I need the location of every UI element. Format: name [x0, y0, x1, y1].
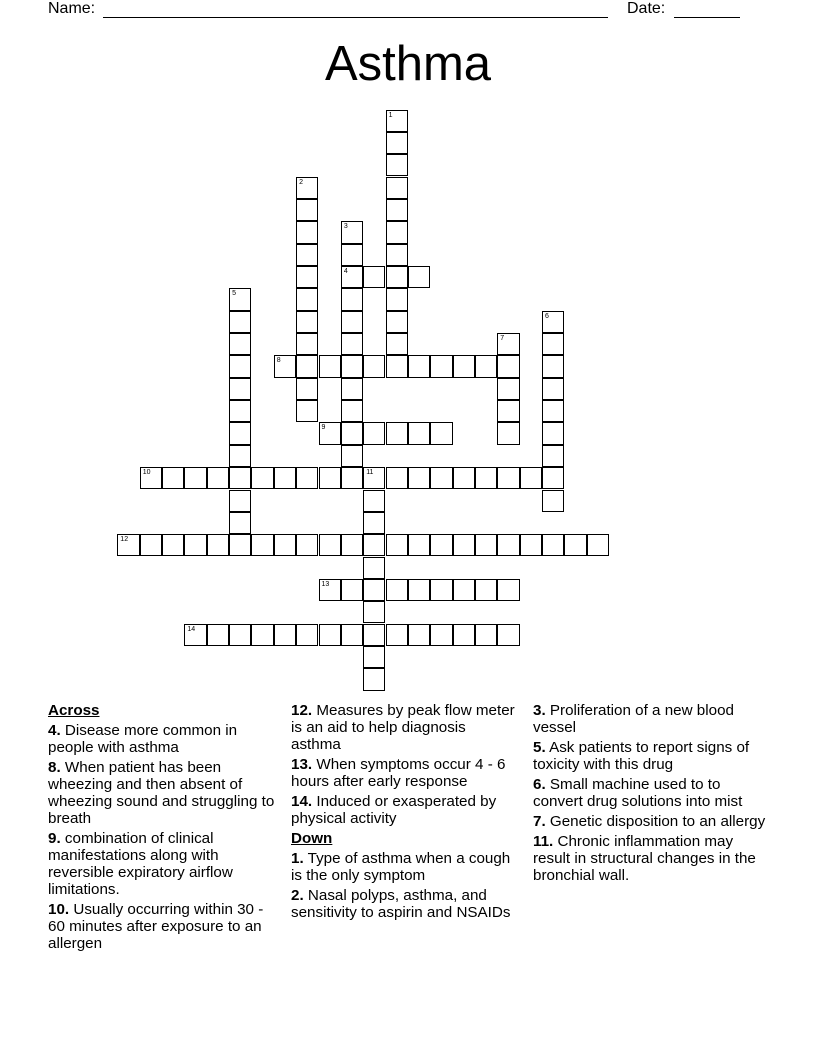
clue-number: 8: [276, 357, 281, 365]
grid-cell[interactable]: [386, 422, 408, 444]
grid-cell[interactable]: [408, 355, 430, 377]
clue-down-2: 2. Nasal polyps, asthma, and sensitivity to aspirin and NSAIDs: [291, 887, 511, 921]
clue-down-7: 7. Genetic disposition to an allergy: [533, 813, 766, 830]
clue-number: 13: [321, 580, 330, 588]
clue-number: 10: [142, 469, 151, 477]
clue-number: 2: [299, 178, 303, 186]
grid-cell[interactable]: [386, 288, 408, 310]
grid-cell[interactable]: [296, 467, 318, 489]
grid-cell[interactable]: [386, 355, 408, 377]
grid-cell[interactable]: [251, 624, 273, 646]
grid-cell[interactable]: [319, 467, 341, 489]
grid-cell[interactable]: [184, 624, 206, 646]
grid-cell[interactable]: [587, 534, 609, 556]
grid-cell[interactable]: [229, 422, 251, 444]
grid-cell[interactable]: [319, 422, 341, 444]
grid-cell[interactable]: [296, 378, 318, 400]
grid-cell[interactable]: [341, 333, 363, 355]
clue-across-14: 14. Induced or exasperated by physical activity: [291, 793, 497, 827]
clue-number: 11: [366, 469, 374, 477]
grid-cell[interactable]: [542, 333, 564, 355]
grid-cell[interactable]: [475, 355, 497, 377]
grid-cell[interactable]: [207, 534, 229, 556]
clue-number: 5: [232, 290, 236, 298]
grid-cell[interactable]: [497, 579, 519, 601]
grid-cell[interactable]: [319, 624, 341, 646]
grid-cell[interactable]: [430, 355, 452, 377]
grid-cell[interactable]: [341, 266, 363, 288]
clue-number: 6: [545, 312, 549, 320]
grid-cell[interactable]: [520, 467, 542, 489]
grid-cell[interactable]: [341, 422, 363, 444]
down-heading: Down: [291, 830, 333, 847]
grid-cell[interactable]: [408, 534, 430, 556]
clue-number: 9: [321, 424, 326, 432]
grid-cell[interactable]: [319, 534, 341, 556]
grid-cell[interactable]: [184, 534, 206, 556]
across-heading: Across: [48, 702, 100, 719]
clues-column-2: [291, 702, 519, 924]
grid-cell[interactable]: [363, 624, 385, 646]
grid-cell[interactable]: [229, 624, 251, 646]
grid-cell[interactable]: [140, 534, 162, 556]
grid-cell[interactable]: [430, 534, 452, 556]
date-label: Date:: [627, 0, 666, 17]
grid-cell[interactable]: [296, 400, 318, 422]
grid-cell[interactable]: [341, 400, 363, 422]
grid-cell[interactable]: [386, 579, 408, 601]
grid-cell[interactable]: [319, 579, 341, 601]
grid-cell[interactable]: [520, 534, 542, 556]
clue-across-8: 8. When patient has been wheezing and then absent of wheezing sound and struggling to breath: [48, 759, 275, 827]
grid-cell[interactable]: [162, 534, 184, 556]
grid-cell[interactable]: [430, 422, 452, 444]
grid-cell[interactable]: [386, 244, 408, 266]
grid-cell[interactable]: [542, 400, 564, 422]
grid-cell[interactable]: [251, 467, 273, 489]
grid-cell[interactable]: [341, 355, 363, 377]
grid-cell[interactable]: [497, 355, 519, 377]
grid-cell[interactable]: [386, 221, 408, 243]
grid-cell[interactable]: [430, 624, 452, 646]
grid-cell[interactable]: [341, 311, 363, 333]
grid-cell[interactable]: [229, 355, 251, 377]
clues-column-3: [533, 702, 769, 887]
grid-cell[interactable]: [341, 624, 363, 646]
grid-cell[interactable]: [386, 333, 408, 355]
grid-cell[interactable]: [408, 624, 430, 646]
grid-cell[interactable]: [497, 467, 519, 489]
grid-cell[interactable]: [386, 467, 408, 489]
name-label: Name:: [48, 0, 96, 17]
grid-cell[interactable]: [386, 110, 408, 132]
grid-cell[interactable]: [497, 333, 519, 355]
grid-cell[interactable]: [207, 467, 229, 489]
grid-cell[interactable]: [296, 288, 318, 310]
grid-cell[interactable]: [341, 579, 363, 601]
clue-number: 12: [120, 536, 129, 544]
grid-cell[interactable]: [363, 601, 385, 623]
clue-number: 14: [187, 625, 196, 633]
clue-number: 1: [388, 111, 393, 119]
grid-cell[interactable]: [296, 534, 318, 556]
grid-cell[interactable]: [408, 579, 430, 601]
grid-cell[interactable]: [341, 288, 363, 310]
grid-cell[interactable]: [296, 244, 318, 266]
clue-down-3: 3. Proliferation of a new blood vessel: [533, 702, 734, 736]
grid-cell[interactable]: [229, 467, 251, 489]
grid-cell[interactable]: [363, 512, 385, 534]
grid-cell[interactable]: [341, 244, 363, 266]
page-title: Asthma: [324, 37, 492, 91]
grid-cell[interactable]: [341, 221, 363, 243]
grid-cell[interactable]: [341, 534, 363, 556]
grid-cell[interactable]: [274, 467, 296, 489]
grid-cell[interactable]: [497, 400, 519, 422]
grid-cell[interactable]: [386, 132, 408, 154]
clue-number: 7: [500, 335, 505, 342]
grid-cell[interactable]: [363, 266, 385, 288]
grid-cell[interactable]: [386, 534, 408, 556]
grid-cell[interactable]: [229, 311, 251, 333]
grid-cell[interactable]: [229, 534, 251, 556]
grid-cell[interactable]: [229, 445, 251, 467]
clue-down-11: 11. Chronic inflammation may result in structural changes in the bronchial wall.: [533, 833, 756, 884]
grid-cell[interactable]: [363, 668, 385, 690]
grid-cell[interactable]: [386, 311, 408, 333]
grid-cell[interactable]: [229, 288, 251, 310]
grid-cell[interactable]: [341, 467, 363, 489]
grid-cell[interactable]: [296, 311, 318, 333]
clue-down-5: 5. Ask patients to report signs of toxicity with this drug: [533, 739, 750, 773]
grid-cell[interactable]: [542, 534, 564, 556]
grid-cell[interactable]: [296, 333, 318, 355]
grid-cell[interactable]: [386, 177, 408, 199]
grid-cell[interactable]: [162, 467, 184, 489]
grid-cell[interactable]: [386, 154, 408, 176]
grid-cell[interactable]: [542, 311, 564, 333]
grid-cell[interactable]: [542, 445, 564, 467]
grid-cell[interactable]: [296, 624, 318, 646]
grid-cell[interactable]: [497, 422, 519, 444]
grid-cell[interactable]: [207, 624, 229, 646]
grid-cell[interactable]: [229, 378, 251, 400]
grid-cell[interactable]: [140, 467, 162, 489]
grid-cell[interactable]: [184, 467, 206, 489]
grid-cell[interactable]: [296, 266, 318, 288]
grid-cell[interactable]: [229, 400, 251, 422]
grid-cell[interactable]: [475, 579, 497, 601]
grid-cell[interactable]: [475, 534, 497, 556]
grid-cell[interactable]: [564, 534, 586, 556]
clues-column-1: [48, 702, 284, 955]
grid-cell[interactable]: [363, 557, 385, 579]
grid-cell[interactable]: [363, 534, 385, 556]
grid-cell[interactable]: [363, 646, 385, 668]
grid-cell[interactable]: [408, 467, 430, 489]
grid-cell[interactable]: [274, 355, 296, 377]
grid-cell[interactable]: [296, 199, 318, 221]
grid-cell[interactable]: [229, 490, 251, 512]
grid-cell[interactable]: [542, 422, 564, 444]
clue-across-12: 12. Measures by peak flow meter is an aid to help diagnosis asthma: [291, 702, 515, 753]
clue-across-10: 10. Usually occurring within 30 - 60 minutes after exposure to an allergen: [48, 901, 264, 952]
grid-cell[interactable]: [251, 534, 273, 556]
grid-cell[interactable]: [229, 333, 251, 355]
grid-cell[interactable]: [341, 445, 363, 467]
grid-cell[interactable]: [229, 512, 251, 534]
grid-cell[interactable]: [453, 355, 475, 377]
grid-cell[interactable]: [363, 422, 385, 444]
clue-down-6: 6. Small machine used to to convert drug solutions into mist: [533, 776, 743, 810]
grid-cell[interactable]: [453, 534, 475, 556]
grid-cell[interactable]: [319, 355, 341, 377]
grid-cell[interactable]: [453, 579, 475, 601]
grid-cell[interactable]: [363, 467, 385, 489]
grid-cell[interactable]: [296, 177, 318, 199]
grid-cell[interactable]: [453, 624, 475, 646]
grid-cell[interactable]: [497, 534, 519, 556]
grid-cell[interactable]: [386, 266, 408, 288]
grid-cell[interactable]: [430, 579, 452, 601]
clue-across-9: 9. combination of clinical manifestations along with reversible expiratory airflow limitations.: [48, 830, 233, 898]
grid-cell[interactable]: [453, 467, 475, 489]
grid-cell[interactable]: [274, 534, 296, 556]
grid-cell[interactable]: [341, 378, 363, 400]
grid-cell[interactable]: [296, 221, 318, 243]
grid-cell[interactable]: [475, 467, 497, 489]
grid-cell[interactable]: [274, 624, 296, 646]
clue-across-13: 13. When symptoms occur 4 - 6 hours after early response: [291, 756, 506, 790]
grid-cell[interactable]: [408, 266, 430, 288]
grid-cell[interactable]: [497, 624, 519, 646]
grid-cell[interactable]: [430, 467, 452, 489]
grid-cell[interactable]: [475, 624, 497, 646]
grid-cell[interactable]: [542, 378, 564, 400]
grid-cell[interactable]: [408, 422, 430, 444]
grid-cell[interactable]: [363, 355, 385, 377]
grid-cell[interactable]: [296, 355, 318, 377]
grid-cell[interactable]: [363, 490, 385, 512]
clue-down-1: 1. Type of asthma when a cough is the only symptom: [291, 850, 511, 884]
grid-cell[interactable]: [542, 490, 564, 512]
grid-cell[interactable]: [363, 579, 385, 601]
grid-cell[interactable]: [542, 355, 564, 377]
clue-number: 4: [343, 268, 348, 275]
grid-cell[interactable]: [117, 534, 139, 556]
clue-across-4: 4. Disease more common in people with asthma: [48, 722, 238, 756]
grid-cell[interactable]: [386, 624, 408, 646]
grid-cell[interactable]: [542, 467, 564, 489]
clue-number: 3: [343, 223, 348, 231]
grid-cell[interactable]: [497, 378, 519, 400]
grid-cell[interactable]: [386, 199, 408, 221]
